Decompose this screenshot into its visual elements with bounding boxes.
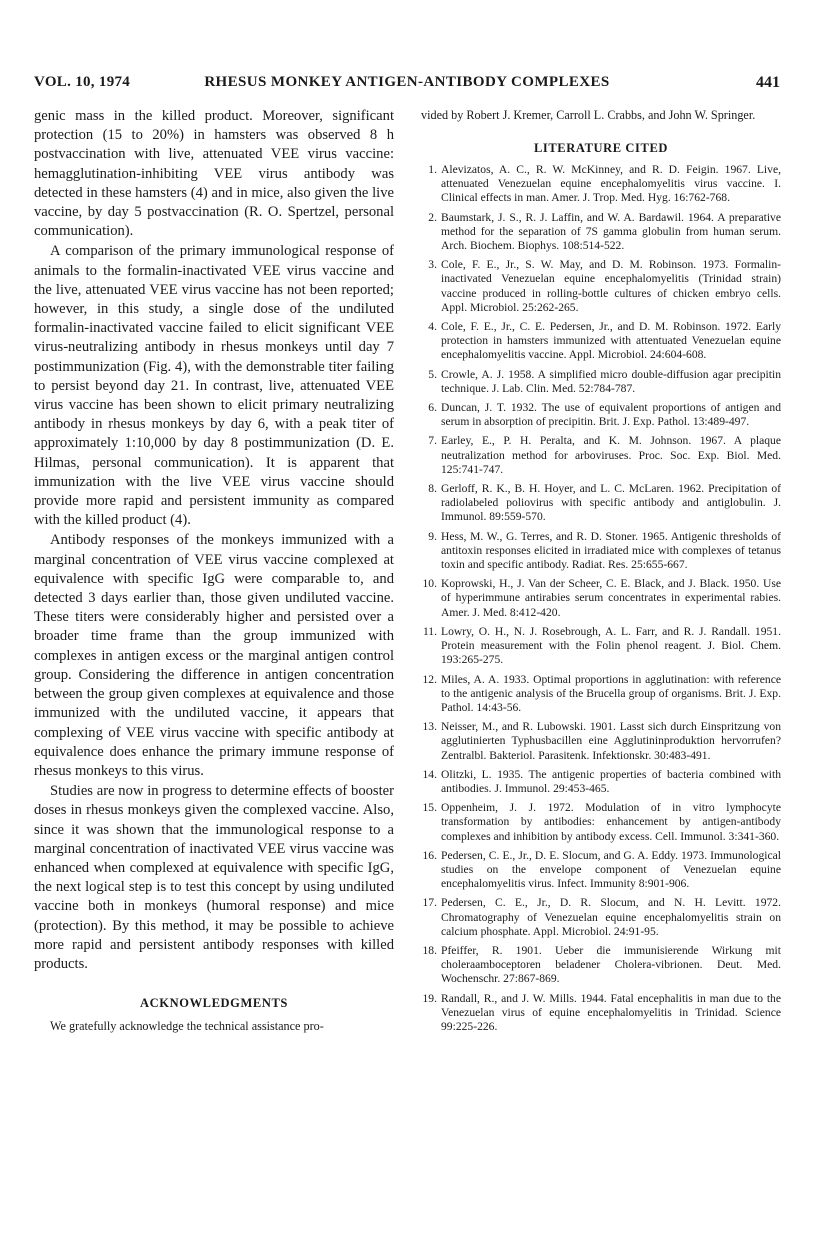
- running-header: [34, 74, 780, 96]
- reference-item: [421, 849, 781, 892]
- reference-text: Miles, A. A. 1933. Optimal proportions in agglutination: with reference to the antigenic analysis of the Brucella group of organisms. Brit. J. Exp. Pathol. 14:43-56.: [441, 672, 781, 714]
- reference-number: 7.: [428, 434, 437, 448]
- reference-number: 17.: [422, 896, 437, 910]
- reference-item: [421, 320, 781, 363]
- reference-item: [421, 720, 781, 763]
- reference-text: Pedersen, C. E., Jr., D. E. Slocum, and G. A. Eddy. 1973. Immunological studies on the envelope component of Venezuelan equine encephalomyelitis virus. Infect. Immunity 8:901-906.: [441, 848, 781, 891]
- reference-number: 8.: [428, 482, 437, 496]
- reference-text: Crowle, A. J. 1958. A simplified micro double-diffusion agar precipitin technique. J. Lab. Clin. Med. 52:784-787.: [441, 367, 781, 395]
- page-number: 441: [756, 74, 780, 91]
- reference-number: 2.: [428, 210, 437, 224]
- reference-number: 15.: [422, 801, 437, 815]
- reference-text: Oppenheim, J. J. 1972. Modulation of in vitro lymphocyte transformation by antibodies: enhancement by antigen-antibody complexes and inhibition by antibody excess. Cell. Immunol. 3:341-360.: [441, 801, 781, 843]
- reference-number: 12.: [422, 672, 437, 686]
- reference-item: [421, 258, 781, 315]
- reference-item: [421, 801, 781, 844]
- reference-item: [421, 577, 781, 620]
- reference-number: 3.: [428, 258, 437, 272]
- reference-item: [421, 530, 781, 573]
- reference-item: [421, 368, 781, 396]
- reference-text: Neisser, M., and R. Lubowski. 1901. Lasst sich durch Einspritzung von agglutinierten Typhusbacillen eine Agglutininproduktion hervorrufen? Zentralbl. Bakteriol. Parasitenk. Infektionskr. 30:483-491.: [441, 720, 781, 762]
- acknowledgments-heading: ACKNOWLEDGMENTS: [140, 996, 288, 1011]
- reference-number: 13.: [422, 720, 437, 734]
- reference-text: Randall, R., and J. W. Mills. 1944. Fatal encephalitis in man due to the Venezuelan virus of equine encephalomyelitis in Trinidad. Science 99:225-226.: [441, 991, 781, 1033]
- acknowledgments-text: We gratefully acknowledge the technical assistance pro-: [50, 1019, 324, 1034]
- body-paragraph: genic mass in the killed product. Moreover, significant protection (15 to 20%) in hamsters was observed 8 h postvaccination with live, attenuated VEE virus vaccine: hemagglutination-inhibiting VEE virus antibody was detected in these hamsters (4) and in mice, also given the live vaccine, by day 5 postvaccination (R. O. Spertzel, personal communication).: [34, 108, 394, 240]
- reference-number: 14.: [422, 767, 437, 781]
- reference-item: [421, 944, 781, 987]
- reference-item: [421, 768, 781, 796]
- running-title: RHESUS MONKEY ANTIGEN-ANTIBODY COMPLEXES: [204, 74, 610, 90]
- reference-number: 19.: [422, 991, 437, 1005]
- reference-text: Gerloff, R. K., B. H. Hoyer, and L. C. McLaren. 1962. Precipitation of radiolabeled poliovirus with specific antibody and antiglobulin. J. Immunol. 89:559-570.: [441, 482, 781, 524]
- reference-text: Cole, F. E., Jr., C. E. Pedersen, Jr., and D. M. Robinson. 1972. Early protection in hamsters immunized with attentuated Venezuelan equine encephalomyelitis vaccine. Appl. Microbiol. 24:604-608.: [441, 320, 781, 362]
- reference-list: [421, 163, 781, 1034]
- right-column: [421, 107, 781, 1039]
- reference-text: Hess, M. W., G. Terres, and R. D. Stoner. 1965. Antigenic thresholds of antitoxin responses elicited in irradiated mice with complexes of tetanus toxin and specific antibody. Radiat. Res. 25:655-667.: [441, 529, 781, 572]
- reference-text: Olitzki, L. 1935. The antigenic properties of bacteria combined with antibodies. J. Immunol. 29:453-465.: [441, 767, 781, 795]
- reference-text: Pedersen, C. E., Jr., D. R. Slocum, and N. H. Levitt. 1972. Chromatography of Venezuelan equine encephalomyelitis strain on calcium phosphate. Appl. Microbiol. 24:91-95.: [441, 896, 781, 938]
- reference-number: 6.: [428, 401, 437, 415]
- reference-text: Cole, F. E., Jr., S. W. May, and D. M. Robinson. 1973. Formalin-inactivated Venezuelan equine encephalomyelitis (Trinidad strain) vaccine produced in rolling-bottle cultures of chicken embryo cells. Appl. Microbiol. 25:262-265.: [441, 258, 781, 314]
- reference-number: 5.: [428, 367, 437, 381]
- reference-item: [421, 896, 781, 939]
- reference-text: Earley, E., P. H. Peralta, and K. M. Johnson. 1967. A plaque neutralization method for arboviruses. Proc. Soc. Exp. Biol. Med. 125:741-747.: [441, 434, 781, 476]
- reference-text: Koprowski, H., J. Van der Scheer, C. E. Black, and J. Black. 1950. Use of hyperimmune antirabies serum concentrates in experimental rabies. Amer. J. Med. 8:412-420.: [441, 577, 781, 619]
- reference-number: 4.: [428, 320, 437, 334]
- reference-text: Alevizatos, A. C., R. W. McKinney, and R. D. Feigin. 1967. Live, attenuated Venezuelan equine encephalomyelitis virus vaccine. I. Clinical effects in man. Amer. J. Trop. Med. Hyg. 16:762-768.: [441, 163, 781, 205]
- reference-item: [421, 211, 781, 254]
- body-paragraph: A comparison of the primary immunological response of animals to the formalin-inactivated VEE virus vaccine and the live, attenuated VEE virus vaccine has not been reported; however, in this study, a single dose of the undiluted formalin-inactivated vaccine failed to elicit significant VEE virus-neutralizing antibody in rhesus monkeys until day 7 postimmunization (Fig. 4), with the demonstrable titer failing to persist beyond day 21. In contrast, live, attenuated VEE virus vaccine has been shown to elicit primary neutralizing antibody in rhesus monkeys by day 6, with a peak titer of approximately 1:10,000 by day 8 postimmunization (D. E. Hilmas, personal communication). It is apparent that immunization with the live VEE virus vaccine should provide more rapid and persistent immunity as compared with the killed product (4).: [34, 243, 394, 529]
- reference-item: [421, 401, 781, 429]
- reference-item: [421, 482, 781, 525]
- body-paragraph: Studies are now in progress to determine effects of booster doses in rhesus monkeys given the complexed vaccine. Also, since it was shown that the immunological response to a marginal concentration of inactivated VEE virus vaccine was enhanced when complexed at equivalence with specific IgG, the next logical step is to test this concept by using undiluted vaccine both in monkeys (humoral response) and mice (protection). By this method, it may be possible to achieve more rapid and persistent antibody responses with killed products.: [34, 783, 394, 972]
- acknowledgments-continuation: vided by Robert J. Kremer, Carroll L. Crabbs, and John W. Springer.: [421, 108, 756, 122]
- reference-item: [421, 163, 781, 206]
- left-column: [34, 107, 394, 1034]
- reference-text: Baumstark, J. S., R. J. Laffin, and W. A. Bardawil. 1964. A preparative method for the separation of 7S gamma globulin from human serum. Arch. Biochem. Biophys. 108:514-522.: [441, 210, 781, 253]
- reference-number: 11.: [422, 624, 437, 638]
- reference-number: 10.: [422, 577, 437, 591]
- reference-number: 16.: [422, 848, 437, 862]
- body-paragraph: Antibody responses of the monkeys immunized with a marginal concentration of VEE virus vaccine complexed at equivalence with specific IgG were comparable to, and detected 3 days earlier than, those given undiluted vaccine. These titers were considerably higher and persisted over a broader time frame than the group immunized with complexes in antigen excess or the marginal antigen control group. Considering the difference in antigen concentration between the group given complexes at equivalence and those immunized with the undiluted vaccine, it appears that complexing of VEE virus vaccine with specific antibody at equivalence does enhance the primary immune response of rhesus monkeys to this virus.: [34, 532, 394, 779]
- reference-text: Pfeiffer, R. 1901. Ueber die immunisierende Wirkung mit choleraamboceptoren beladener Cholera-vibrionen. Deut. Med. Wochenschr. 27:867-869.: [441, 943, 781, 986]
- reference-text: Duncan, J. T. 1932. The use of equivalent proportions of antigen and serum in absorption of precipitin. Brit. J. Exp. Pathol. 13:489-497.: [441, 401, 781, 429]
- reference-item: [421, 992, 781, 1035]
- reference-item: [421, 625, 781, 668]
- reference-item: [421, 434, 781, 477]
- reference-item: [421, 673, 781, 716]
- reference-number: 18.: [422, 943, 437, 957]
- reference-number: 1.: [428, 163, 437, 176]
- reference-number: 9.: [428, 529, 437, 543]
- reference-text: Lowry, O. H., N. J. Rosebrough, A. L. Farr, and R. J. Randall. 1951. Protein measurement with the Folin phenol reagent. J. Biol. Chem. 193:265-275.: [441, 624, 781, 667]
- journal-volume: VOL. 10, 1974: [34, 74, 131, 90]
- literature-cited-heading: LITERATURE CITED: [533, 141, 669, 155]
